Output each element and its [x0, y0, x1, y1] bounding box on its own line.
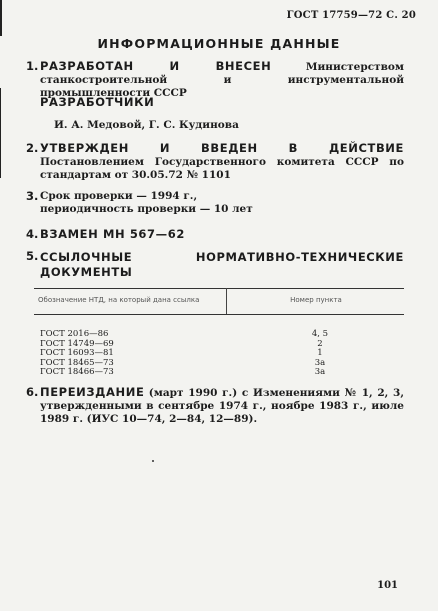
- section-number: 4.: [26, 227, 39, 241]
- developers-block: [26, 96, 404, 132]
- clause-number: 1: [317, 348, 323, 358]
- table-row: [40, 368, 400, 378]
- table-column-divider: [226, 288, 227, 314]
- developers-body: [40, 96, 404, 132]
- page-title: ИНФОРМАЦИОННЫЕ ДАННЫЕ: [97, 36, 341, 51]
- scan-edge-mark: [0, 88, 1, 178]
- developers-heading: РАЗРАБОТЧИКИ: [40, 95, 155, 109]
- section-6: [26, 386, 404, 426]
- reference-table: [34, 288, 404, 378]
- review-frequency: периодичность проверки — 10 лет: [40, 203, 253, 215]
- section-number: 3.: [26, 189, 39, 203]
- section-number: 6.: [26, 385, 39, 399]
- review-period: Срок проверки — 1994 г.,: [40, 190, 198, 202]
- section-1: [26, 60, 404, 100]
- scan-edge-mark: [0, 0, 2, 36]
- section-5: [26, 250, 404, 280]
- section-2: [26, 142, 404, 182]
- section-3: [26, 190, 404, 216]
- section-heading: ПЕРЕИЗДАНИЕ: [40, 385, 145, 399]
- section-heading: РАЗРАБОТАН И ВНЕСЕН: [40, 59, 272, 73]
- scan-speck: [152, 460, 154, 462]
- table-header-rule: [34, 314, 404, 315]
- section-heading: ВЗАМЕН МН 567—62: [40, 227, 185, 241]
- section-body: Постановлением Государственного комитета СССР по стандартам от 30.05.72 № 1101: [40, 156, 404, 181]
- page-header: ГОСТ 17759—72 С. 20: [286, 10, 416, 21]
- document-reference: ГОСТ 16093—81: [40, 348, 114, 358]
- document-reference: ГОСТ 18465—73: [40, 357, 114, 368]
- section-body: (март 1990 г.) с Изменениями № 1, 2, 3, утвержденными в сентябре 1974 г., ноябре 1983 г., июле 1989 г. (ИУС 10—74, 2—84, 12—89).: [40, 387, 404, 425]
- clause-number: 3а: [314, 357, 326, 368]
- section-text: [40, 60, 404, 100]
- section-heading: ССЫЛОЧНЫЕ НОРМАТИВНО-ТЕХНИЧЕСКИЕ ДОКУМЕНТЫ: [40, 250, 404, 279]
- section-heading: УТВЕРЖДЕН И ВВЕДЕН В ДЕЙСТВИЕ: [40, 141, 404, 155]
- section-body: Министерством станкостроительной и инструментальной промышленности СССР: [40, 61, 405, 99]
- section-number: 5.: [26, 249, 39, 263]
- column-header-document: Обозначение НТД, на который дана ссылка: [38, 296, 200, 304]
- column-header-clause: Номер пункта: [290, 296, 342, 304]
- section-text: [40, 386, 404, 426]
- clause-number: 2: [317, 338, 323, 349]
- section-text: [40, 142, 404, 182]
- document-reference: ГОСТ 18466—73: [40, 367, 114, 377]
- page-number: 101: [377, 580, 398, 591]
- developers-names: И. А. Медовой, Г. С. Кудинова: [54, 119, 239, 131]
- table-body: [40, 330, 400, 378]
- document-reference: ГОСТ 14749—69: [40, 338, 114, 349]
- section-text: [40, 190, 404, 216]
- document-reference: ГОСТ 2016—86: [40, 329, 109, 339]
- table-top-rule: [34, 288, 404, 289]
- section-number: 1.: [26, 59, 39, 73]
- section-number: 2.: [26, 141, 39, 155]
- clause-number: 4, 5: [311, 329, 329, 339]
- section-4: [26, 228, 404, 241]
- clause-number: 3а: [314, 367, 326, 377]
